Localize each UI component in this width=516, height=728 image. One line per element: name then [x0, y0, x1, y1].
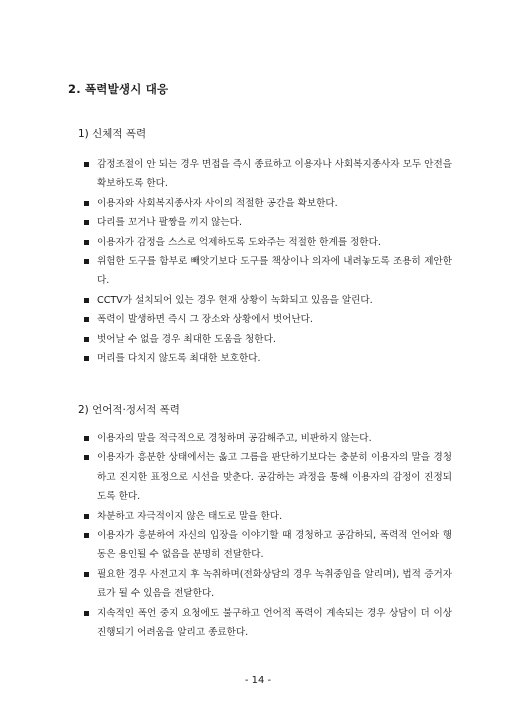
square-bullet-icon [84, 162, 89, 167]
list-item: 머리를 다치지 않도록 최대한 보호한다. [80, 349, 452, 368]
square-bullet-icon [84, 259, 89, 264]
list-item: 위험한 도구를 함부로 빼앗기보다 도구를 책상이나 의자에 내려놓도록 조용히 제안한다. [80, 252, 452, 291]
list-item: 이용자와 사회복지종사자 사이의 적절한 공간을 확보한다. [80, 194, 452, 213]
list-item: CCTV가 설치되어 있는 경우 현재 상황이 녹화되고 있음을 알린다. [80, 291, 452, 310]
square-bullet-icon [84, 317, 89, 322]
page-number: - 14 - [244, 675, 272, 686]
list-item: 다리를 꼬거나 팔짱을 끼지 않는다. [80, 213, 452, 232]
square-bullet-icon [84, 337, 89, 342]
square-bullet-icon [84, 533, 89, 538]
list-item: 이용자의 말을 적극적으로 경청하며 공감해주고, 비판하지 않는다. [80, 429, 452, 448]
list-item: 이용자가 흥분한 상태에서는 옳고 그름을 판단하기보다는 충분히 이용자의 말을 경청하고 진지한 표정으로 시선을 맞춘다. 공감하는 과정을 통해 이용자의 감정이 진정되도록 한다. [80, 448, 452, 506]
list-item: 필요한 경우 사전고지 후 녹취하며(전화상담의 경우 녹취중임을 알리며), 법적 증거자료가 될 수 있음을 전달한다. [80, 565, 452, 604]
verbal-violence-list [80, 429, 452, 642]
square-bullet-icon [84, 436, 89, 441]
square-bullet-icon [84, 572, 89, 577]
list-item: 폭력이 발생하면 즉시 그 장소와 상황에서 벗어난다. [80, 310, 452, 329]
square-bullet-icon [84, 298, 89, 303]
physical-violence-list [80, 155, 452, 368]
square-bullet-icon [84, 356, 89, 361]
subsection-title-physical: 1) 신체적 폭력 [78, 128, 147, 140]
subsection-title-verbal: 2) 언어적·정서적 폭력 [78, 404, 180, 416]
list-item: 감정조절이 안 되는 경우 면접을 즉시 종료하고 이용자나 사회복지종사자 모두 안전을 확보하도록 한다. [80, 155, 452, 194]
square-bullet-icon [84, 220, 89, 225]
section-title: 2. 폭력발생시 대응 [68, 82, 169, 96]
list-item: 이용자가 흥분하여 자신의 입장을 이야기할 때 경청하고 공감하되, 폭력적 언어와 행동은 용인될 수 없음을 분명히 전달한다. [80, 526, 452, 565]
list-item: 차분하고 자극적이지 않은 태도로 말을 한다. [80, 507, 452, 526]
list-item: 벗어날 수 없을 경우 최대한 도움을 청한다. [80, 330, 452, 349]
square-bullet-icon [84, 240, 89, 245]
square-bullet-icon [84, 455, 89, 460]
square-bullet-icon [84, 514, 89, 519]
list-item: 이용자가 감정을 스스로 억제하도록 도와주는 적절한 한계를 정한다. [80, 233, 452, 252]
square-bullet-icon [84, 611, 89, 616]
square-bullet-icon [84, 201, 89, 206]
list-item: 지속적인 폭언 중지 요청에도 불구하고 언어적 폭력이 계속되는 경우 상담이 더 이상 진행되기 어려움을 알리고 종료한다. [80, 604, 452, 643]
